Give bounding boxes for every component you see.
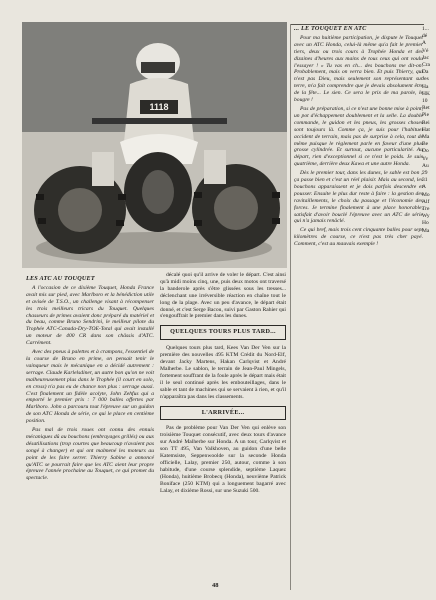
results-fragment: Hat	[422, 126, 430, 133]
results-fragment: Ma	[422, 227, 430, 234]
section-heading-box: QUELQUES TOURS PLUS TARD...	[160, 325, 286, 340]
paragraph: Pas de préparation, si ce n'est une bonne mise à point, un pot d'échappement doublement et la selle. La double commande, le guidon et les pneus, les grosses choses sont toujours là. Comme ça, je suis pour l'habituel accident de terrain, mais pas de surprise à cela, tout de même puisque le règlement parle en faveur d'une plus grosse cylindrée. Et surtout, aucune particularité. Au départ, rien d'exceptionnel si ce n'est le poids. Je suis quatrième, derrière deux Kawa et une autre Honda.	[294, 105, 423, 168]
results-fragment: Vé	[422, 47, 429, 54]
paragraph: Pas de problème pour Van Der Ven qui enlève son troisième Touquet consécutif, avec deux tours d'avance sur André Malherbe sur Honda. A un tour, Carlqvist et son TT 495, Van Valkhoven, au guidon d'une belle Katemsiste, Seppenwoolde sur la seconde Honda officielle, Lalay, premier 250, autour, comme à son habitude, d'une course splendide, septième Laquez (Honda), huitième Brobecq (Honda), neuvième Patrick Boniface (250 KTM) qui a longuement bagarré avec Lalay, et dixième Rossi, sur une Suzuki 500.	[160, 425, 286, 494]
paragraph: Pour ma huitième participation, je dispute le Touquet avec un ATC Honda, celui-là même qu'a fait le premier tiers, deux ou trois cours à Trophée Honda et des dizaines d'heures aux mains de tous ceux qui ont voulu l'essayer ! « Tu vas en ch... des bouchons me dit-on. Probablement, mais on verra bien. Et puis Thierry, qui n'est pas Dieu, mais seulement son représentant sur terre, m'a fait comprendre que je devais absolument être de la fête... Le sien. Ce sera le prix de ma parole, le bougre !	[294, 34, 423, 104]
results-fragment: Pie	[422, 112, 430, 119]
page-number: 48	[212, 582, 219, 589]
results-fragment: Da	[422, 69, 429, 76]
results-fragment: A	[422, 40, 426, 47]
results-fragment: Yv	[422, 155, 429, 162]
paragraph: Dès le premier tour, dans les dunes, le sable est bon ; ça passe bien et c'est un réel plaisir. Mais au second, les bouchons apparaissent et je dois parfois descendre et pousser. Ensuite le plus dur reste à faire : la gestion des ravitaillements, le choix du passage et l'économie des forces. Je termine finalement à une place honorable, satisfait d'avoir bouclé l'épreuve avec un ATC de série qui n'a jamais renâclé.	[294, 170, 423, 225]
section-heading-box: L'ARRIVÉE...	[160, 406, 286, 421]
bike-number-plate: 1118	[149, 102, 169, 112]
results-fragment: Ha	[422, 83, 429, 90]
results-fragment: Rei	[422, 119, 430, 126]
headline-touquet-en-atc: ... LE TOUQUET EN ATC	[294, 25, 367, 32]
paragraph: A l'occasion de ce dixième Touquet, Honda France avait mis sur pied, avec Marlboro et la bénédiction utile et avisée de T.S.O., un challenge visant à récompenser les trois meilleurs tricars du Touquet. Quelques chasseurs de primes avaient donc préparé du matériel et du beau, comme Bruno Sendrini, le meilleur pilote du Trophée ATC-Canada-Dry-TOE-Total qui avait installé un moteur de 400 CR dans son châssis d'ATC. Carrément.	[26, 284, 154, 347]
results-fragment: 31	[422, 177, 428, 184]
results-fragment: Be	[422, 141, 429, 148]
results-fragment: 10	[422, 98, 428, 105]
results-fragment: Au	[422, 162, 429, 169]
paragraph: décalé quoi qu'il arrive de voler le départ. C'est ainsi qu'à midi moins cinq, une, puis deux motos ont traversé la banderole après s'être glissées sous les tresses... déclenchant une irréversible réaction en chaîne tout le long de la plage. Avec un peu d'avance, le départ était donné, et c'est Serge Bacou, suivi par Gaston Rahier qui s'engouffrait le premier dans les dunes.	[160, 272, 286, 320]
results-fragment: Do	[422, 148, 429, 155]
paragraph: Ce qui bref, mais trois cent cinquante balles pour sept kilomètres de course, ce n'est pas très cher payé. Comment, c'est au mauvais exemple !	[294, 227, 423, 248]
results-fragment: Tre	[422, 206, 430, 213]
race-photo	[22, 22, 287, 268]
results-fragment: Alf	[422, 198, 430, 205]
results-fragment: Ma	[422, 134, 430, 141]
results-fragment: HK	[422, 90, 430, 97]
results-fragment: Jac	[422, 54, 430, 61]
results-fragment: 29	[422, 170, 428, 177]
paragraph: Quelques tours plus tard, Kees Van Der Ven sur la première des nouvelles 495 KTM Crédit du Nord-Elf, devant Jacky Martens, Hakan Carlqvist et André Malherbe. Le sablon, le terrain de Jean-Paul Mingels, fortement souffrant de la foule après le départ mais était il le seul continué après les embouteillages, dans le sable et tant de machines qui se servaient à rien, et qu'il n'apparaîtra pas dans les classements.	[160, 345, 286, 400]
atv-rider-illustration	[22, 22, 287, 268]
article-column-atc	[26, 276, 154, 484]
results-fragment: Mo	[422, 191, 430, 198]
article-column-touquet-atc	[294, 26, 423, 250]
paragraph: Avec des pneus à palettes et à crampons, l'essentiel de la course de Bruno en prime, on pensait tenir le vainqueur mais le mécanique en a décidé autrement : serrage. Claude Karlelsdiner, un autre bon qu'on ne voit malheureusement plus dans le Trophée (il court en solo, en cross) n'a pas eu de chance non plus : serrage aussi. C'est finalement un fidèle acolyte, John Zehfus qui a emporté le premier prix : 7 000 balles offertes par Marlboro. John a parcouru tout l'épreuve sur un guidon de son ATC Honda de série, ce qui le place en centième position.	[26, 349, 154, 425]
results-margin-column	[422, 26, 436, 546]
results-fragment: Wy	[422, 213, 430, 220]
paragraph: Pas mal de trois roues ont connu des ennuis mécaniques dû au bouchons (embrayages grillés) ou aux désatilisations (trop courtes que beaucoup n'avaient pas songé à changer) et qui ont malmené les moteurs au point de les faire serrer. Thierry Sabine a annoncé qu'ATC se pourrait faire que les ATC aient leur propre épreuve l'année prochaine au Touquet, ce qui promet du spectacle.	[26, 427, 154, 482]
results-fragment: dé	[422, 33, 428, 40]
results-fragment: Jes	[422, 76, 429, 83]
results-fragment: Cra	[422, 62, 430, 69]
results-fragment: Ho	[422, 220, 429, 227]
results-fragment: 1...	[422, 26, 429, 32]
headline-atc-touquet: LES ATC AU TOUQUET	[26, 275, 95, 282]
results-fragment: Ret	[422, 105, 430, 112]
results-fragment: A	[422, 184, 426, 191]
article-column-race	[160, 272, 286, 496]
